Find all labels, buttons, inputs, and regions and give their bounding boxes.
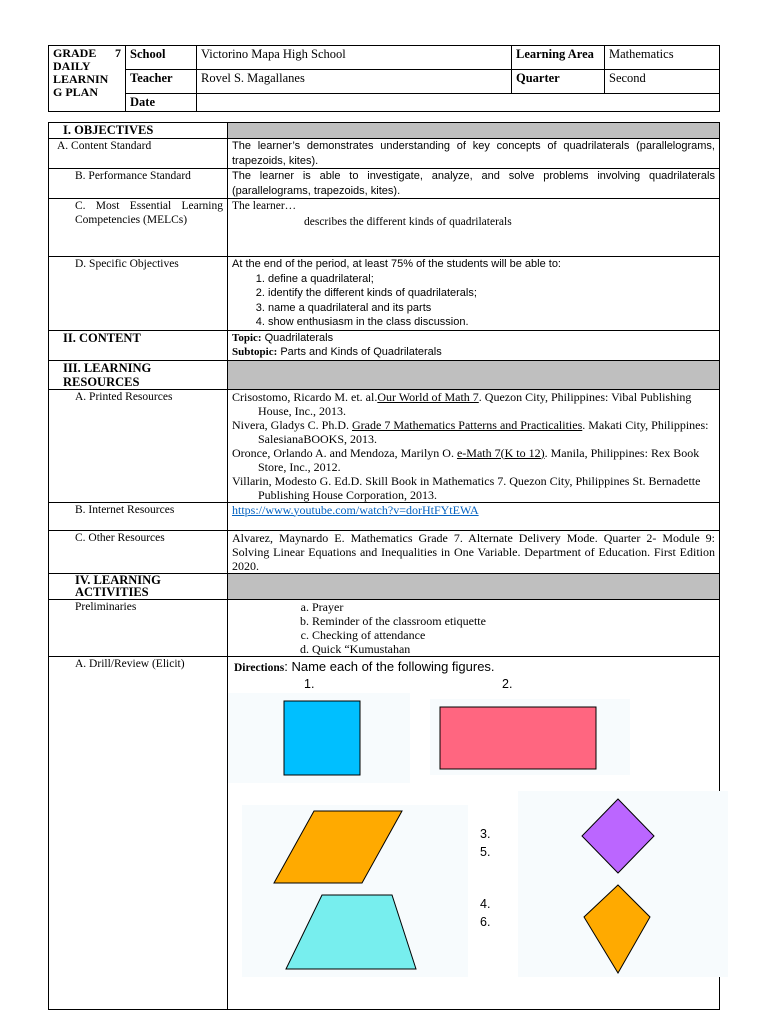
performance-standard-text: The learner is able to investigate, analyze, and solve problems involving quadrilaterals (parallelograms, trapezoids, kites). <box>228 169 720 199</box>
activities-heading: IV. LEARNING ACTIVITIES <box>49 573 228 599</box>
quarter-label: Quarter <box>512 70 605 94</box>
youtube-link[interactable]: https://www.youtube.com/watch?v=dorHtFYtEWA <box>232 502 479 517</box>
subtopic-label: Subtopic: <box>232 346 278 358</box>
printed-resource-item: Oronce, Orlando A. and Mendoza, Marilyn O. e-Math 7(K to 12). Manila, Philippines: Rex Book Store, Inc., 2012. <box>232 445 700 474</box>
kite-figure <box>518 881 728 977</box>
topic-label: Topic: <box>232 331 262 344</box>
other-resources-label: C. Other Resources <box>49 530 228 573</box>
resources-heading: III. LEARNING RESOURCES <box>49 360 228 389</box>
drill-review-label: A. Drill/Review (Elicit) <box>49 656 228 1009</box>
printed-resource-item: Crisostomo, Ricardo M. et. al.Our World of Math 7. Quezon City, Philippines: Vibal Publishing House, Inc., 2013. <box>232 389 692 418</box>
printed-resources-label: A. Printed Resources <box>49 389 228 502</box>
internet-resources-cell <box>228 502 720 530</box>
list-item: 2. identify the different kinds of quadrilaterals; <box>268 286 715 301</box>
lesson-plan-table <box>48 122 720 1010</box>
square-figure <box>228 693 410 783</box>
rhombus-figure <box>518 791 728 881</box>
figure-number-2: 2. <box>502 676 513 691</box>
teacher-value: Rovel S. Magallanes <box>197 70 512 94</box>
resources-heading-band <box>228 360 720 389</box>
school-value: Victorino Mapa High School <box>197 46 512 70</box>
objectives-heading: I. OBJECTIVES <box>49 123 228 139</box>
date-value <box>197 94 720 112</box>
printed-resource-item: Villarin, Modesto G. Ed.D. Skill Book in Mathematics 7. Quezon City, Philippines St. Bernadette Publishing House Corporation, 2013. <box>232 473 701 502</box>
specific-objectives-cell <box>228 257 720 331</box>
printed-resource-item: Nivera, Gladys C. Ph.D. Grade 7 Mathematics Patterns and Practicalities. Makati City, Philippines: SalesianaBOOKS, 2013. <box>232 417 709 446</box>
preliminaries-cell <box>228 599 720 656</box>
list-item: c. Checking of attendance <box>312 628 715 642</box>
figure-number-4: 4. <box>480 896 491 911</box>
directions: Directions: Name each of the following figures. <box>234 658 495 674</box>
list-item: a. Prayer <box>312 600 715 614</box>
internet-resources-label: B. Internet Resources <box>49 502 228 530</box>
activities-heading-band <box>228 573 720 599</box>
plan-title: GRADE 7 DAILY LEARNIN G PLAN <box>49 46 126 112</box>
melcs-value: describes the different kinds of quadrilaterals <box>304 216 512 228</box>
melcs-label: C. Most Essential Learning Competencies (MELCs) <box>49 199 228 257</box>
list-item: 1. define a quadrilateral; <box>268 272 715 287</box>
printed-resources-cell <box>228 389 720 502</box>
figure-number-1: 1. <box>304 676 315 691</box>
specific-objectives-list <box>232 272 715 330</box>
preliminaries-label: Preliminaries <box>49 599 228 656</box>
drill-review-cell <box>228 656 720 1009</box>
figure-number-3: 3. <box>480 826 491 841</box>
learning-area-value: Mathematics <box>605 46 720 70</box>
melcs-intro: The learner… <box>232 200 297 212</box>
header-table <box>48 45 720 112</box>
content-cell <box>228 330 720 360</box>
list-item: d. Quick “Kumustahan <box>312 642 715 656</box>
other-resources-text: Alvarez, Maynardo E. Mathematics Grade 7. Alternate Delivery Mode. Quarter 2- Module 9: Solving Linear Equations and Inequalities in One Variable. Department of Education. First Edition 2020. <box>228 530 720 573</box>
content-heading: II. CONTENT <box>49 330 228 360</box>
figure-number-6: 6. <box>480 914 491 929</box>
date-label: Date <box>126 94 197 112</box>
specific-objectives-intro: At the end of the period, at least 75% of the students will be able to: <box>232 258 561 270</box>
list-item: 4. show enthusiasm in the class discussion. <box>268 315 715 330</box>
content-standard-text: The learner’s demonstrates understanding of key concepts of quadrilaterals (parallelograms, trapezoids, kites). <box>228 139 720 169</box>
quarter-value: Second <box>605 70 720 94</box>
parallelogram-figure <box>242 805 468 889</box>
trapezoid-figure <box>242 889 468 977</box>
performance-standard-label: B. Performance Standard <box>49 169 228 199</box>
list-item: b. Reminder of the classroom etiquette <box>312 614 715 628</box>
objectives-heading-band <box>228 123 720 139</box>
school-label: School <box>126 46 197 70</box>
topic-value: Quadrilaterals <box>264 331 334 344</box>
preliminaries-list <box>232 600 715 656</box>
melcs-cell <box>228 199 720 257</box>
list-item: 3. name a quadrilateral and its parts <box>268 301 715 316</box>
figure-number-5: 5. <box>480 844 491 859</box>
content-standard-label: A. Content Standard <box>49 139 228 169</box>
learning-area-label: Learning Area <box>512 46 605 70</box>
teacher-label: Teacher <box>126 70 197 94</box>
specific-objectives-label: D. Specific Objectives <box>49 257 228 331</box>
subtopic-value: Parts and Kinds of Quadrilaterals <box>280 346 442 358</box>
rectangle-figure <box>430 699 630 775</box>
